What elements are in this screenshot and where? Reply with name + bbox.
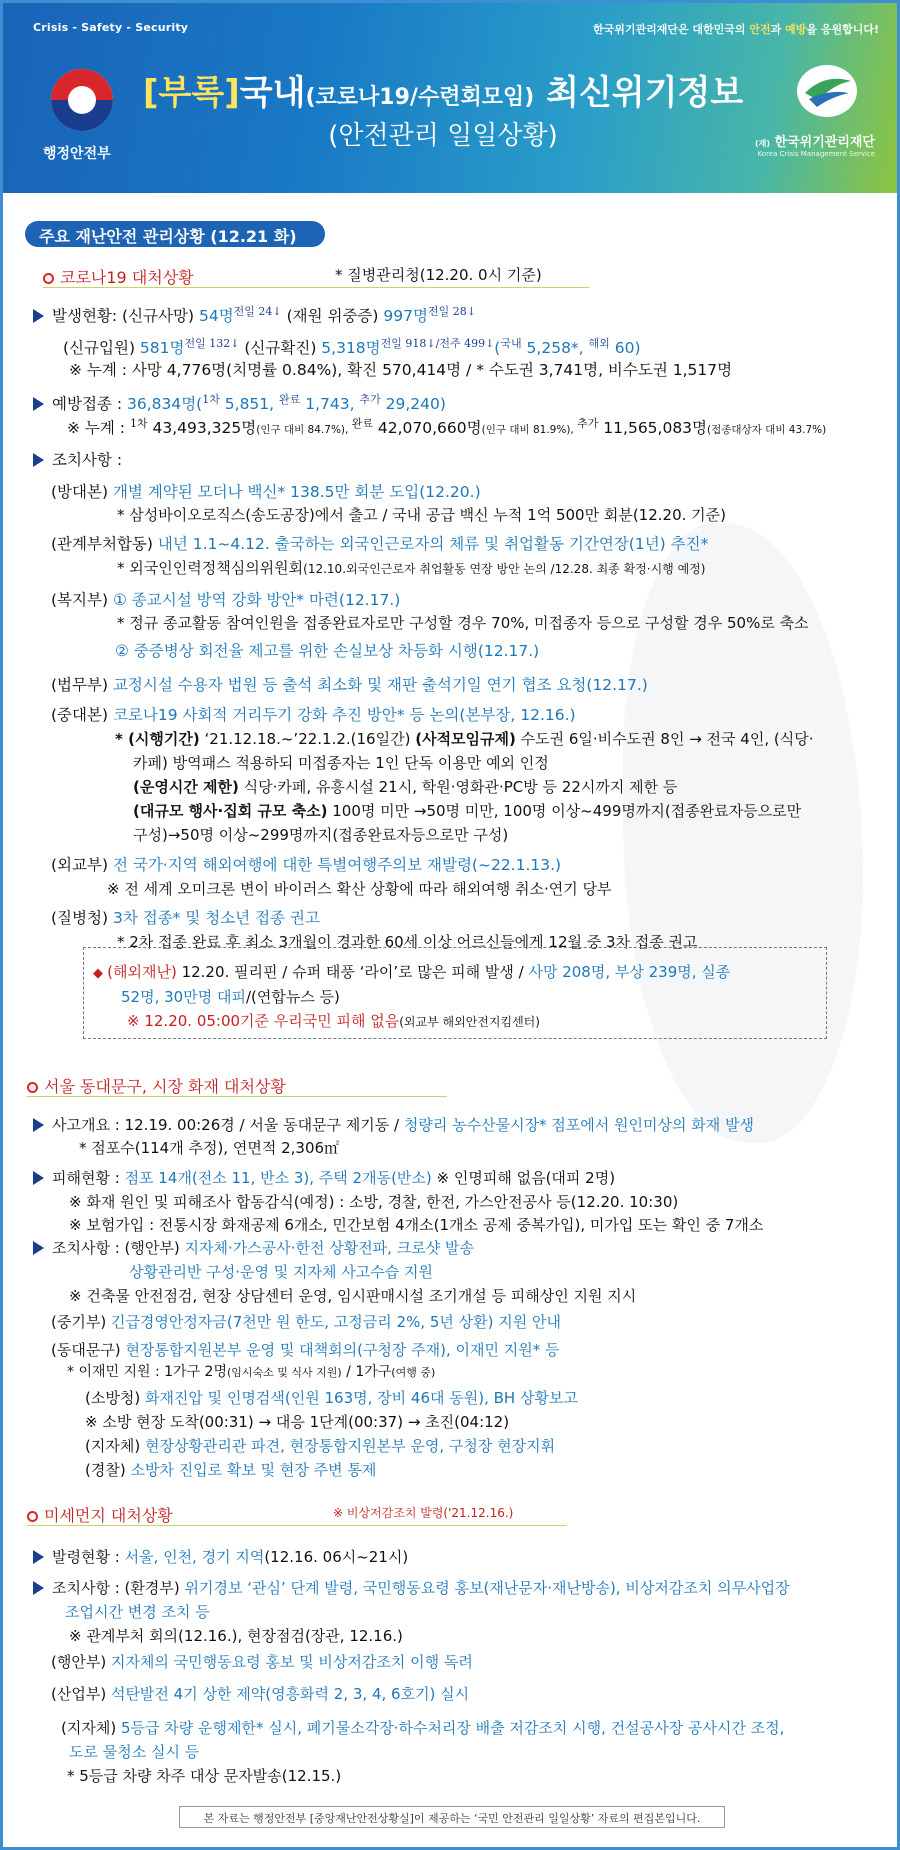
fire-measures-gu: (동대문구) 현장통합지원본부 운영 및 대책회의(구청장 주재), 이재민 지원* 등 xyxy=(51,1341,560,1359)
triangle-bullet-icon xyxy=(33,1581,44,1595)
section-divider xyxy=(27,1096,447,1097)
measure-cdscht-note5: 구성)→50명 이상~299명까지(접종완료자등으로만 구성) xyxy=(133,826,509,844)
measure-joint: (관계부처합동) 내년 1.1~4.12. 출국하는 외국인근로자의 체류 및 취업활동 기간연장(1년) 추진* xyxy=(51,535,709,553)
measure-cdscht-note1: * (시행기간) ‘21.12.18.~’22.1.2.(16일간) (사적모임규제) 수도권 6일·비수도권 8인 → 전국 4인, (식당· xyxy=(115,730,814,748)
overseas-disaster-line1: ◆ (해외재난) 12.20. 필리핀 / 슈퍼 태풍 ‘라이’로 많은 피해 발생 / 사망 208명, 부상 239명, 실종 xyxy=(93,963,731,981)
measure-kdca: (방대본) 개별 계약된 모더나 백신* 138.5만 회분 도입(12.20.) xyxy=(51,483,481,501)
dust-measures-local-cont: 도로 물청소 실시 등 xyxy=(69,1743,200,1761)
dust-issuance: 발령현황 : 서울, 인천, 경기 지역(12.16. 06시~21시) xyxy=(33,1548,408,1566)
fire-damage: 피해현황 : 점포 14개(전소 11, 반소 3), 주택 2개동(반소) ※ 인명피해 없음(대피 2명) xyxy=(33,1169,615,1187)
footer-note: 본 자료는 행정안전부 [중앙재난안전상황실]이 제공하는 ‘국민 안전관리 일일상황’ 자료의 편집본입니다. xyxy=(179,1806,725,1828)
page-title: [부록]국내(코로나19/수련회모임) 최신위기정보 xyxy=(143,73,744,113)
triangle-bullet-icon xyxy=(33,1550,44,1564)
dust-measures-cont: 조업시간 변경 조치 등 xyxy=(65,1603,210,1621)
dust-measures: 조치사항 : (환경부) 위기경보 ‘관심’ 단계 발령, 국민행동요령 홍보(재난문자·재난방송), 비상저감조치 의무사업장 xyxy=(33,1579,790,1597)
fire-measures-nfa-note: ※ 소방 현장 도착(00:31) → 대응 1단계(00:37) → 초진(04:12) xyxy=(85,1413,510,1431)
foundation-name: (재) 한국위기관리재단 xyxy=(754,135,875,150)
measure-kdca2-note: * 2차 접종 완료 후 최소 3개월이 경과한 60세 이상 어르신들에게 12월 중 3차 접종 권고 xyxy=(117,933,698,951)
header-banner xyxy=(3,3,897,193)
dust-measures-mois: (행안부) 지자체의 국민행동요령 홍보 및 비상저감조치 이행 독려 xyxy=(51,1653,473,1671)
foundation-logo-icon xyxy=(795,63,859,119)
vaccination-cumulative: ※ 누계 : $^{1차}$ 43,493,325명(인구 대비 84.7%), $^{완료}$ 42,070,660명(인구 대비 81.9%), $^{추가}$ 11,565,083명(접종대상자 대비 43.7%) xyxy=(67,417,827,438)
measure-welfare-1: (복지부) ① 종교시설 방역 강화 방안* 마련(12.17.) xyxy=(51,591,401,609)
dust-measures-local-note: * 5등급 차량 차주 대상 문자발송(12.15.) xyxy=(67,1767,342,1785)
ministry-emblem-icon xyxy=(51,69,113,131)
fire-measures-mss: (중기부) 긴급경영안정자금(7천만 원 한도, 고정금리 2%, 5년 상환) 지원 안내 xyxy=(51,1313,561,1331)
fire-measures-mois2: 상황관리반 구성·운영 및 지자체 사고수습 지원 xyxy=(129,1263,433,1281)
triangle-bullet-icon xyxy=(33,397,44,411)
section-divider xyxy=(43,287,589,288)
fire-overview-note: * 점포수(114개 추정), 연면적 2,306㎡ xyxy=(79,1139,340,1157)
measure-kdca-note: * 삼성바이오로직스(송도공장)에서 출고 / 국내 공급 백신 누적 1억 500만 회분(12.20. 기준) xyxy=(117,506,726,524)
fire-damage-note1: ※ 화재 원인 및 피해조사 합동감식(예정) : 소방, 경찰, 한전, 가스안전공사 등(12.20. 10:30) xyxy=(69,1193,679,1211)
section-dust-title: 미세먼지 대처상황 xyxy=(27,1503,173,1526)
overseas-disaster-line3: ※ 12.20. 05:00기준 우리국민 피해 없음(외교부 해외안전지킴센터) xyxy=(127,1012,540,1030)
measure-mofa: (외교부) 전 국가·지역 해외여행에 대한 특별여행주의보 재발령(~22.1.13.) xyxy=(51,856,562,874)
fire-measures-local: (지자체) 현장상황관리관 파견, 현장통합지원본부 운영, 구청장 현장지휘 xyxy=(85,1437,556,1455)
circle-bullet-icon xyxy=(27,1082,38,1093)
dust-measures-motie: (산업부) 석탄발전 4기 상한 제약(영흥화력 2, 3, 4, 6호기) 실시 xyxy=(51,1685,470,1703)
section-covid-title: 코로나19 대처상황 xyxy=(43,265,194,288)
covid-occurrence-line2: (신규입원) 581명$^{전일 132↓}$ (신규확진) 5,318명$^{전일 918↓/전주 499↓}$($^{국내}$ 5,258*, $^{해외}$ 60) xyxy=(63,337,641,358)
fire-measures-police: (경찰) 소방차 진입로 확보 및 현장 주변 통제 xyxy=(85,1461,377,1479)
foundation-name-en: Korea Crisis Management Service xyxy=(757,150,875,158)
measure-kdca2: (질병청) 3차 접종* 및 청소년 접종 권고 xyxy=(51,909,320,927)
fire-measures-nfa: (소방청) 화재진압 및 인명검색(인원 163명, 장비 46대 동원), BH 상황보고 xyxy=(85,1389,578,1407)
measure-cdscht: (중대본) 코로나19 사회적 거리두기 강화 추진 방안* 등 논의(본부장, 12.16.) xyxy=(51,706,576,724)
fire-measures-note: ※ 건축물 안전점검, 현장 상담센터 운영, 임시판매시설 조기개설 등 피해상인 지원 지시 xyxy=(69,1287,637,1305)
triangle-bullet-icon xyxy=(33,1241,44,1255)
covid-occurrence-line1: 발생현황: (신규사망) 54명$^{전일 24↓}$ (재원 위중증) 997명$^{전일 28↓}$ xyxy=(33,305,476,326)
measure-welfare-note: * 정규 종교활동 참여인원을 접종완료자로만 구성할 경우 70%, 미접종자 등으로 구성할 경우 50%로 축소 xyxy=(117,614,809,632)
triangle-bullet-icon xyxy=(33,309,44,323)
measure-cdscht-note4: (대규모 행사·집회 규모 축소) 100명 미만 →50명 미만, 100명 이상~499명까지(접종완료자등으로만 xyxy=(133,802,802,820)
dust-measures-note: ※ 관계부처 회의(12.16.), 현장점검(장관, 12.16.) xyxy=(69,1627,403,1645)
triangle-bullet-icon xyxy=(33,1118,44,1132)
measure-welfare-2: ② 중증병상 회전율 제고를 위한 손실보상 차등화 시행(12.17.) xyxy=(115,642,540,660)
covid-source: * 질병관리청(12.20. 0시 기준) xyxy=(335,266,542,284)
section-fire-title: 서울 동대문구, 시장 화재 대처상황 xyxy=(27,1074,286,1097)
header-slogan: Crisis - Safety - Security xyxy=(33,21,189,34)
overseas-disaster-line2: 52명, 30만명 대피/(연합뉴스 등) xyxy=(121,988,340,1006)
header-tagline: 한국위기관리재단은 대한민국의 안전과 예방을 응원합니다! xyxy=(592,23,879,36)
dust-measures-local: (지자체) 5등급 차량 운행제한* 실시, 폐기물소각장·하수처리장 배출 저감조치 시행, 건설공사장 공사시간 조정, xyxy=(61,1719,785,1737)
dust-emergency-note: ※ 비상저감조치 발령('21.12.16.) xyxy=(333,1506,514,1520)
fire-measures-gu-note: * 이재민 지원 : 1가구 2명(임시숙소 및 식사 지원) / 1가구(여행 중) xyxy=(67,1364,436,1380)
page-subtitle: (안전관리 일일상황) xyxy=(328,121,558,151)
circle-bullet-icon xyxy=(27,1511,38,1522)
triangle-bullet-icon xyxy=(33,453,44,467)
measure-joint-note: * 외국인인력정책심의위원회(12.10.외국인근로자 취업활동 연장 방안 논의 /12.28. 최종 확정·시행 예정) xyxy=(117,559,706,577)
section-pill-title: 주요 재난안전 관리상황 (12.21 화) xyxy=(25,221,325,247)
triangle-bullet-icon xyxy=(33,1171,44,1185)
measure-justice: (법무부) 교정시설 수용자 법원 등 출석 최소화 및 재판 출석기일 연기 협조 요청(12.17.) xyxy=(51,676,648,694)
measure-cdscht-note2: 카페) 방역패스 적용하되 미접종자는 1인 단독 이용만 예외 인정 xyxy=(133,754,549,772)
ministry-name: 행정안전부 xyxy=(43,146,111,162)
measure-cdscht-note3: (운영시간 제한) 식당·카페, 유흥시설 21시, 학원·영화관·PC방 등 22시까지 제한 등 xyxy=(133,778,678,796)
measures-heading: 조치사항 : xyxy=(33,451,122,470)
circle-bullet-icon xyxy=(43,273,54,284)
section-divider xyxy=(27,1525,567,1526)
fire-measures: 조치사항 : (행안부) 지자체·가스공사·한전 상황전파, 크로샷 발송 xyxy=(33,1239,474,1257)
fire-overview: 사고개요 : 12.19. 00:26경 / 서울 동대문구 제기동 / 청량리 농수산물시장* 점포에서 원인미상의 화재 발생 xyxy=(33,1116,754,1134)
fire-damage-note2: ※ 보험가입 : 전통시장 화재공제 6개소, 민간보험 4개소(1개소 공제 중복가입), 미가입 또는 확인 중 7개소 xyxy=(69,1216,764,1234)
measure-mofa-note: ※ 전 세계 오미크론 변이 바이러스 확산 상황에 따라 해외여행 취소·연기 당부 xyxy=(107,880,612,898)
vaccination-line: 예방접종 : 36,834명($^{1차}$ 5,851, $^{완료}$ 1,743, $^{추가}$ 29,240) xyxy=(33,393,446,414)
covid-cumulative: ※ 누계 : 사망 4,776명(치명률 0.84%), 확진 570,414명 / * 수도권 3,741명, 비수도권 1,517명 xyxy=(69,361,733,379)
